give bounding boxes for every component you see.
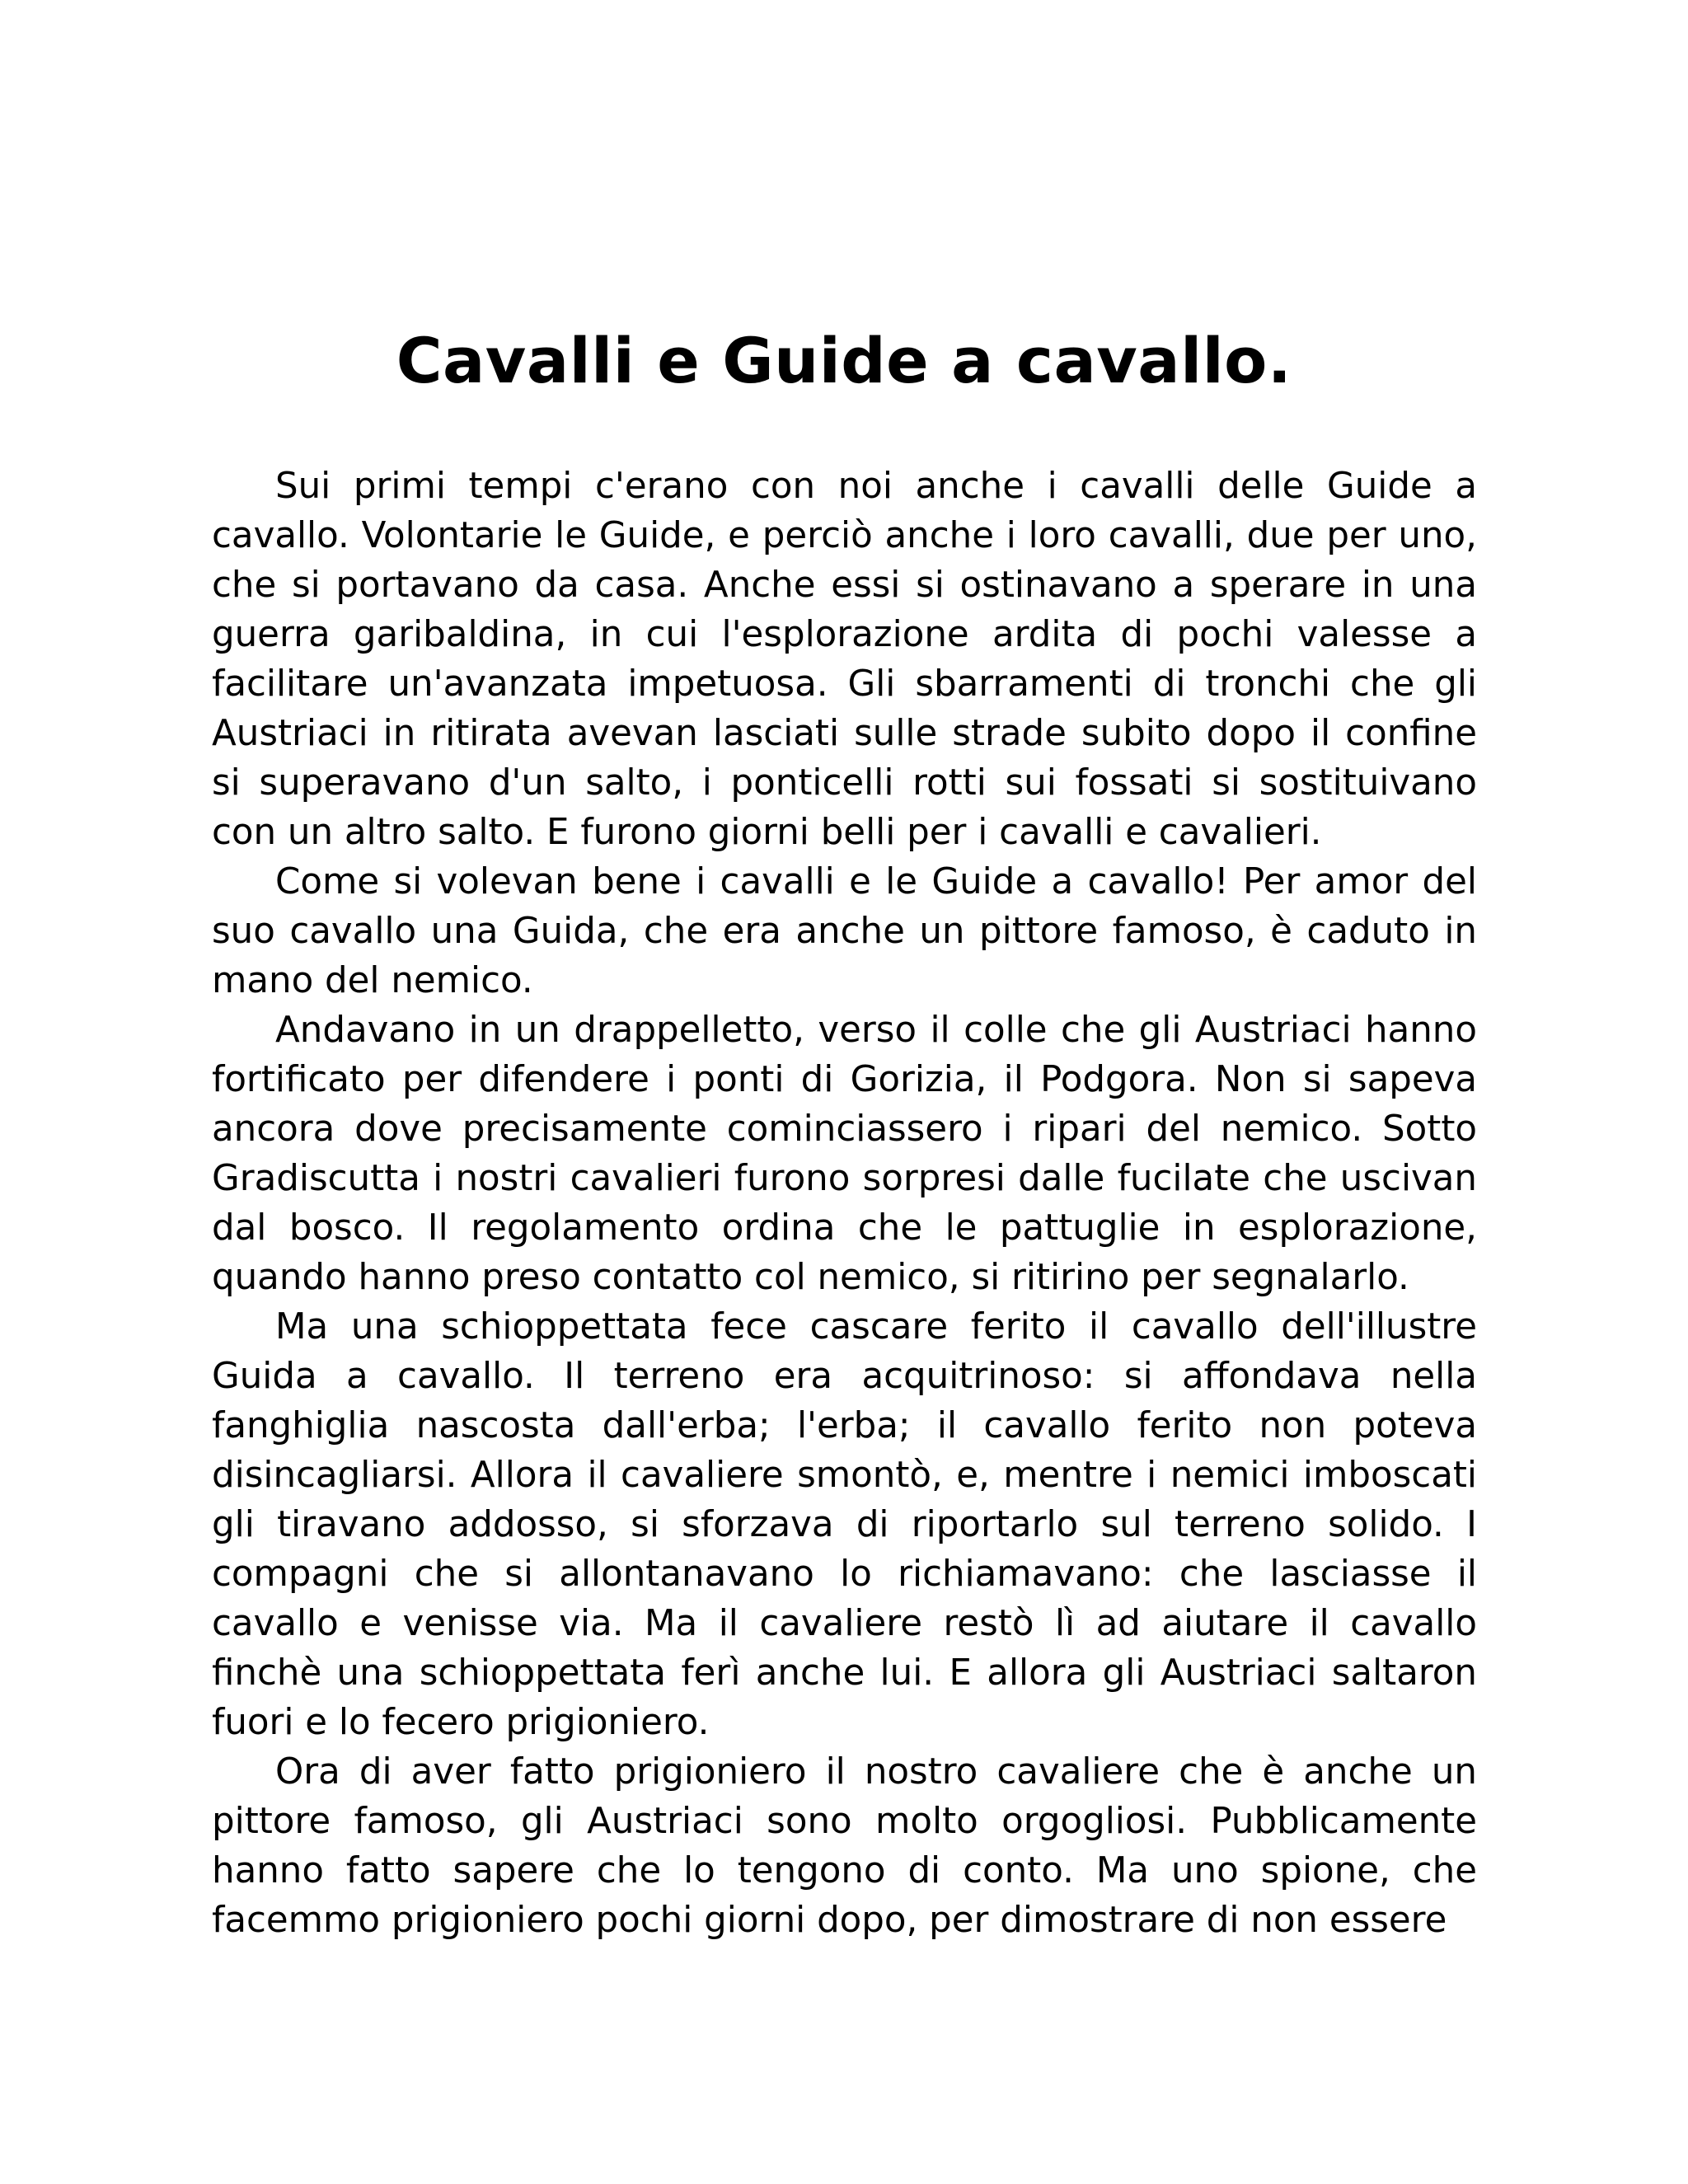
paragraph: Ma una schioppettata fece cascare ferito il cavallo dell'illustre Guida a cavallo. Il terreno era acquitrinoso: si affondava nella fanghiglia nascosta dall'erba; l'erba; il cavallo ferito non poteva disincagliarsi. Allora il cavaliere smontò, e, mentre i nemici imboscati gli tiravano addosso, si sforzava di riportarlo sul terreno solido. I compagni che si allontanavano lo richiamavano: che lasciasse il cavallo e venisse via. Ma il cavaliere restò lì ad aiutare il cavallo finchè una schioppettata ferì anche lui. E allora gli Austriaci saltaron fuori e lo fecero prigioniero. <box>212 1306 1477 1743</box>
chapter-title: Cavalli e Guide a cavallo. <box>396 324 1292 397</box>
body-text <box>212 462 1477 1945</box>
paragraph: Sui primi tempi c'erano con noi anche i cavalli delle Guide a cavallo. Volontarie le Guide, e perciò anche i loro cavalli, due per uno, che si portavano da casa. Anche essi si ostinavano a sperare in una guerra garibaldina, in cui l'esplorazione ardita di pochi valesse a facilitare un'avanzata impetuosa. Gli sbarramenti di tronchi che gli Austriaci in ritirata avevan lasciati sulle strade subito dopo il confine si superavano d'un salto, i ponticelli rotti sui fossati si sostituivano con un altro salto. E furono giorni belli per i cavalli e cavalieri. <box>212 466 1477 853</box>
paragraph: Come si volevan bene i cavalli e le Guide a cavallo! Per amor del suo cavallo una Guida, che era anche un pittore famoso, è caduto in mano del nemico. <box>212 861 1477 1001</box>
paragraph: Ora di aver fatto prigioniero il nostro cavaliere che è anche un pittore famoso, gli Austriaci sono molto orgogliosi. Pubblicamente hanno fatto sapere che lo tengono di conto. Ma uno spione, che facemmo prigioniero pochi giorni dopo, per dimostrare di non essere <box>212 1751 1477 1941</box>
paragraph: Andavano in un drappelletto, verso il colle che gli Austriaci hanno fortificato per difendere i ponti di Gorizia, il Podgora. Non si sapeva ancora dove precisamente cominciassero i ripari del nemico. Sotto Gradiscutta i nostri cavalieri furono sorpresi dalle fucilate che uscivan dal bosco. Il regolamento ordina che le pattuglie in esplorazione, quando hanno preso contatto col nemico, si ritirino per segnalarlo. <box>212 1010 1477 1298</box>
